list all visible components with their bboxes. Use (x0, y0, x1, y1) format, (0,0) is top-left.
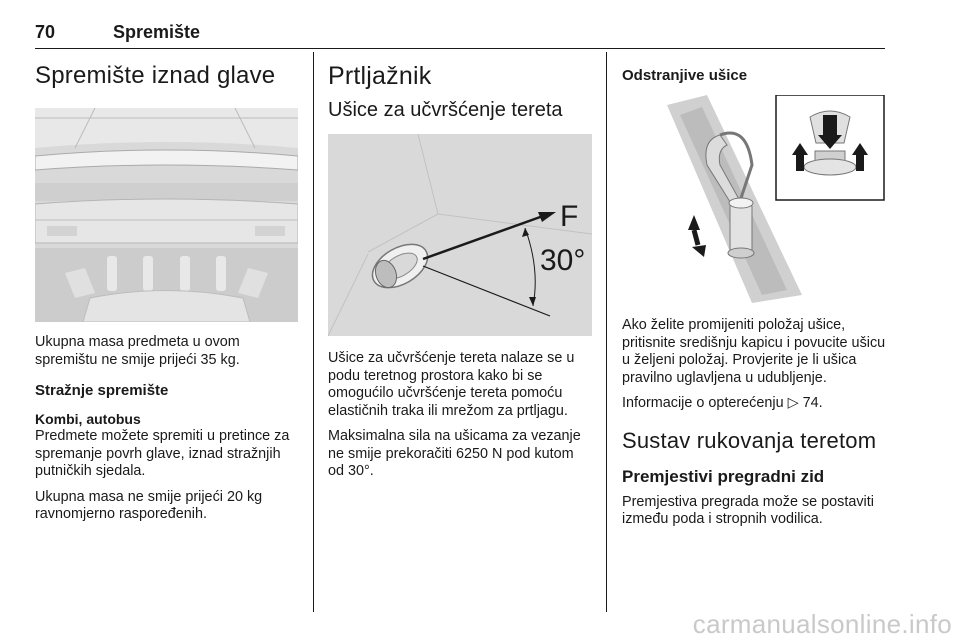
page-header (35, 8, 885, 49)
watermark: carmanualsonline.info (692, 609, 952, 639)
subheading: Stražnje spremište (35, 382, 169, 399)
section-title: Sustav rukovanja teretom (622, 427, 877, 453)
column-cargo-area (328, 52, 592, 481)
section-title: Prtljažnik (328, 62, 432, 90)
paragraph: Maksimalna sila na ušicama za vezanje ne smije prekoračiti 6250 N pod kutom od 30°. (328, 428, 581, 479)
paragraph: Ušice za učvršćenje tereta nalaze se u podu teretnog prostora kako bi se omogućilo učvršćenje tereta pomoću elastičnih traka ili mrežom za prtljagu. (328, 350, 575, 419)
paragraph: Ukupna masa predmeta u ovom spremištu ne smije prijeći 35 kg. (35, 334, 240, 368)
paragraph: Ukupna masa ne smije prijeći 20 kg ravnomjerno raspoređenih. (35, 488, 263, 522)
page-number: 70 (35, 22, 56, 42)
section-subtitle: Ušice za učvršćenje tereta (328, 99, 563, 121)
column-overhead-storage (35, 52, 300, 524)
paragraph: Ako želite promijeniti položaj ušice, pritisnite središnju kapicu i povucite ušicu u željeni položaj. Provjerite je li ušica pravilno uglavljena u udubljenje. (622, 317, 886, 386)
page-reference-icon: ▷ (787, 395, 799, 411)
column-removable-eyes (622, 52, 890, 529)
force-label: F (560, 200, 579, 233)
column-divider (606, 52, 607, 612)
subheading: Premjestivi pregradni zid (622, 466, 825, 486)
angle-label: 30° (540, 244, 586, 277)
page-reference: 74. (798, 395, 823, 411)
paragraph (622, 395, 890, 413)
sub-subheading: Kombi, autobus (35, 411, 141, 427)
removable-eye-illustration (622, 95, 886, 303)
overhead-storage-illustration (35, 108, 298, 322)
chapter-title: Spremište (113, 22, 201, 42)
column-divider (313, 52, 314, 612)
tie-down-eye-illustration (328, 134, 592, 336)
paragraph-text: Informacije o opterećenju (622, 395, 788, 411)
section-title: Spremište iznad glave (35, 62, 276, 89)
paragraph: Predmete možete spremiti u pretince za spremanje povrh glave, iznad stražnjih putničkih sjedala. (35, 428, 290, 479)
subheading: Odstranjive ušice (622, 67, 748, 84)
paragraph: Premjestiva pregrada može se postaviti između poda i stropnih vodilica. (622, 493, 874, 527)
